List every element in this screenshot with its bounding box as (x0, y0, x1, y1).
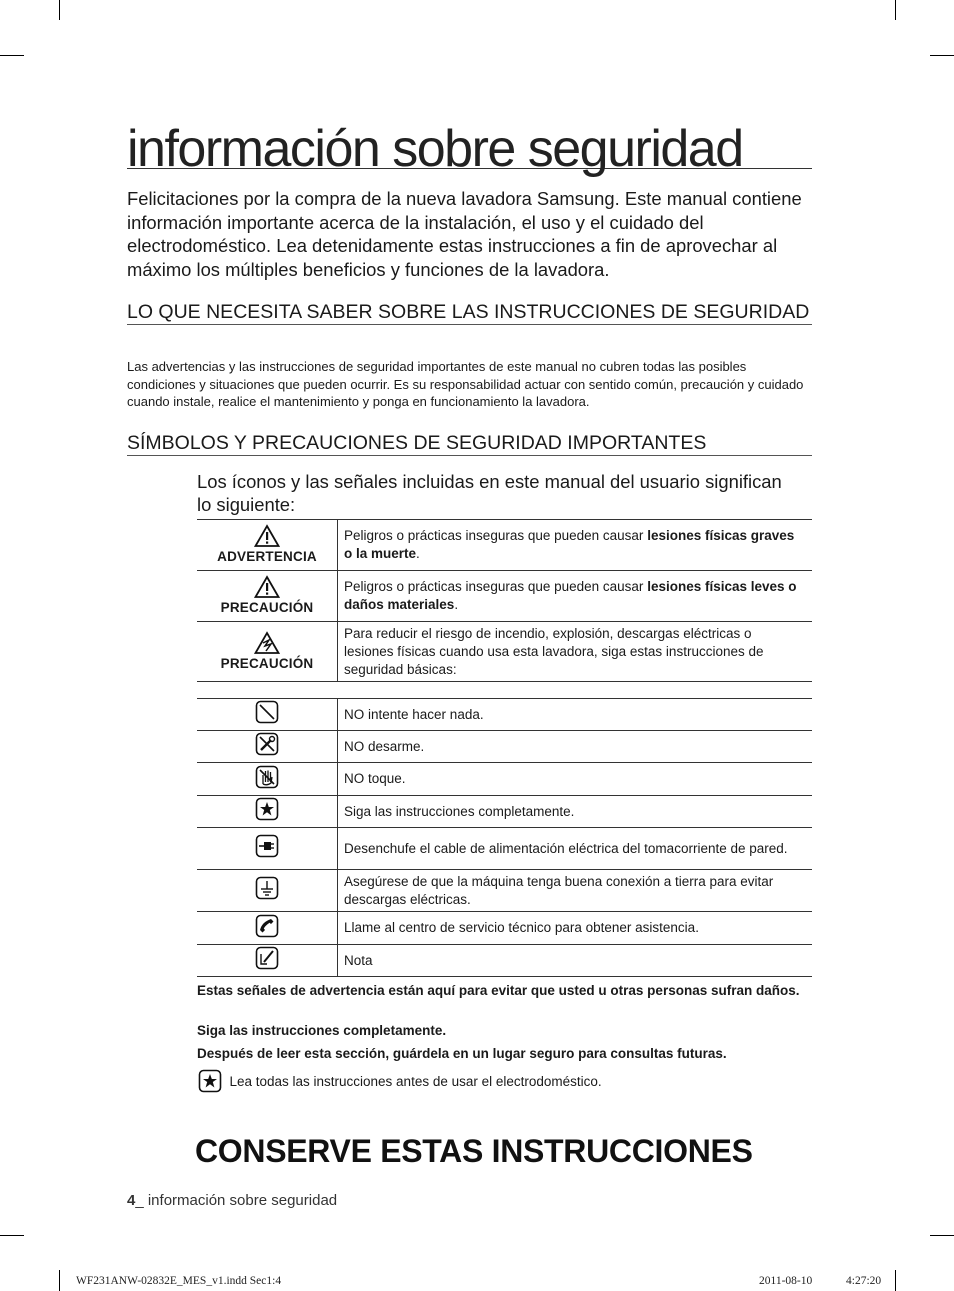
symbol-text: Llame al centro de servicio técnico para obtener asistencia. (338, 912, 813, 945)
warning-row (197, 571, 812, 622)
symbol-row (197, 945, 812, 977)
warning-label: ADVERTENCIA (217, 549, 317, 564)
slug-file: WF231ANW-02832E_MES_v1.indd Sec1:4 (76, 1275, 282, 1287)
follow-instructions-icon (198, 1069, 222, 1093)
footer-text: _ información sobre seguridad (135, 1192, 338, 1209)
warning-symbol-cell (197, 622, 338, 682)
symbol-cell (197, 870, 338, 912)
warning-text: Para reducir el riesgo de incendio, explosión, descargas eléctricas o lesiones físicas cuando usa esta lavadora, siga estas instrucciones de seguridad básicas: (338, 622, 813, 682)
warning-symbol-cell (197, 520, 338, 571)
note-icon (255, 946, 279, 970)
ground-icon (255, 876, 279, 900)
crop-mark (59, 0, 60, 20)
warning-text: Peligros o prácticas inseguras que pueden causar lesiones físicas leves o daños materiales. (338, 571, 813, 622)
symbol-cell (197, 945, 338, 977)
section-heading-instructions: LO QUE NECESITA SABER SOBRE LAS INSTRUCCIONES DE SEGURIDAD (127, 300, 812, 325)
page-footer (127, 1192, 337, 1209)
note-line: Estas señales de advertencia están aquí para evitar que usted u otras personas sufran daños. (197, 983, 800, 998)
note-line: Después de leer esta sección, guárdela en un lugar seguro para consultas futuras. (197, 1046, 727, 1061)
symbol-text: NO intente hacer nada. (338, 699, 813, 731)
warning-row (197, 520, 812, 571)
symbol-cell (197, 828, 338, 870)
symbol-text: Nota (338, 945, 813, 977)
symbol-text: Asegúrese de que la máquina tenga buena conexión a tierra para evitar descargas eléctricas. (338, 870, 813, 912)
conserve-heading: CONSERVE ESTAS INSTRUCCIONES (195, 1133, 753, 1169)
section-heading-symbols: SÍMBOLOS Y PRECAUCIONES DE SEGURIDAD IMPORTANTES (127, 431, 812, 456)
symbol-row (197, 731, 812, 763)
page-number: 4 (127, 1192, 136, 1209)
symbol-text: NO toque. (338, 763, 813, 796)
symbol-cell (197, 731, 338, 763)
symbol-row (197, 870, 812, 912)
table-divider (197, 681, 812, 682)
crop-mark (0, 1235, 24, 1236)
note-line: Siga las instrucciones completamente. (197, 1023, 447, 1038)
caution-triangle-icon (254, 575, 280, 599)
prohibited-icon (255, 700, 279, 724)
warning-symbol-cell (197, 571, 338, 622)
page-title: información sobre seguridad (127, 118, 812, 169)
warning-label: PRECAUCIÓN (220, 600, 314, 615)
crop-mark (895, 1270, 896, 1291)
no-disassemble-icon (255, 732, 279, 756)
crop-mark (895, 0, 896, 20)
star-note (198, 1069, 602, 1093)
symbols-lead: Los íconos y las señales incluidas en este manual del usuario significan lo siguiente: (197, 471, 782, 515)
symbol-row (197, 828, 812, 870)
warning-table (197, 519, 812, 682)
symbol-row (197, 699, 812, 731)
symbol-row (197, 763, 812, 796)
star-note-text: Lea todas las instrucciones antes de usar el electrodoméstico. (229, 1073, 602, 1089)
follow-instructions-icon (255, 797, 279, 821)
slug-time: 4:27:20 (846, 1275, 882, 1287)
crop-mark (930, 1235, 954, 1236)
slug-date: 2011-08-10 (759, 1275, 813, 1287)
warning-label: PRECAUCIÓN (220, 655, 314, 671)
intro-paragraph: Felicitaciones por la compra de la nueva lavadora Samsung. Este manual contiene información importante acerca de la instalación, el uso y el cuidado del electrodoméstico. Lea detenidamente estas instrucciones a fin de aprovechar al máximo los múltiples beneficios y funciones de la lavadora. (127, 188, 802, 280)
symbol-row (197, 912, 812, 945)
phone-icon (255, 914, 279, 938)
crop-mark (930, 55, 954, 56)
warning-triangle-icon (254, 524, 280, 548)
electric-hazard-triangle-icon (254, 631, 280, 655)
unplug-icon (255, 834, 279, 858)
symbol-cell (197, 699, 338, 731)
symbols-table (197, 698, 812, 977)
warning-text: Peligros o prácticas inseguras que pueden causar lesiones físicas graves o la muerte. (338, 520, 813, 571)
symbol-text: NO desarme. (338, 731, 813, 763)
crop-mark (0, 55, 24, 56)
symbol-cell (197, 763, 338, 796)
no-touch-icon (255, 765, 279, 789)
symbol-row (197, 796, 812, 828)
warning-row (197, 622, 812, 682)
symbol-cell (197, 796, 338, 828)
symbol-cell (197, 912, 338, 945)
symbol-text: Desenchufe el cable de alimentación eléctrica del tomacorriente de pared. (338, 828, 813, 870)
symbol-text: Siga las instrucciones completamente. (338, 796, 813, 828)
section-body-instructions: Las advertencias y las instrucciones de seguridad importantes de este manual no cubren todas las posibles condiciones y situaciones que pueden ocurrir. Es su responsabilidad actuar con sentido común, precaución y cuidado cuando instale, realice el mantenimiento y ponga en funcionamiento la lavadora. (127, 359, 804, 409)
crop-mark (59, 1270, 60, 1291)
